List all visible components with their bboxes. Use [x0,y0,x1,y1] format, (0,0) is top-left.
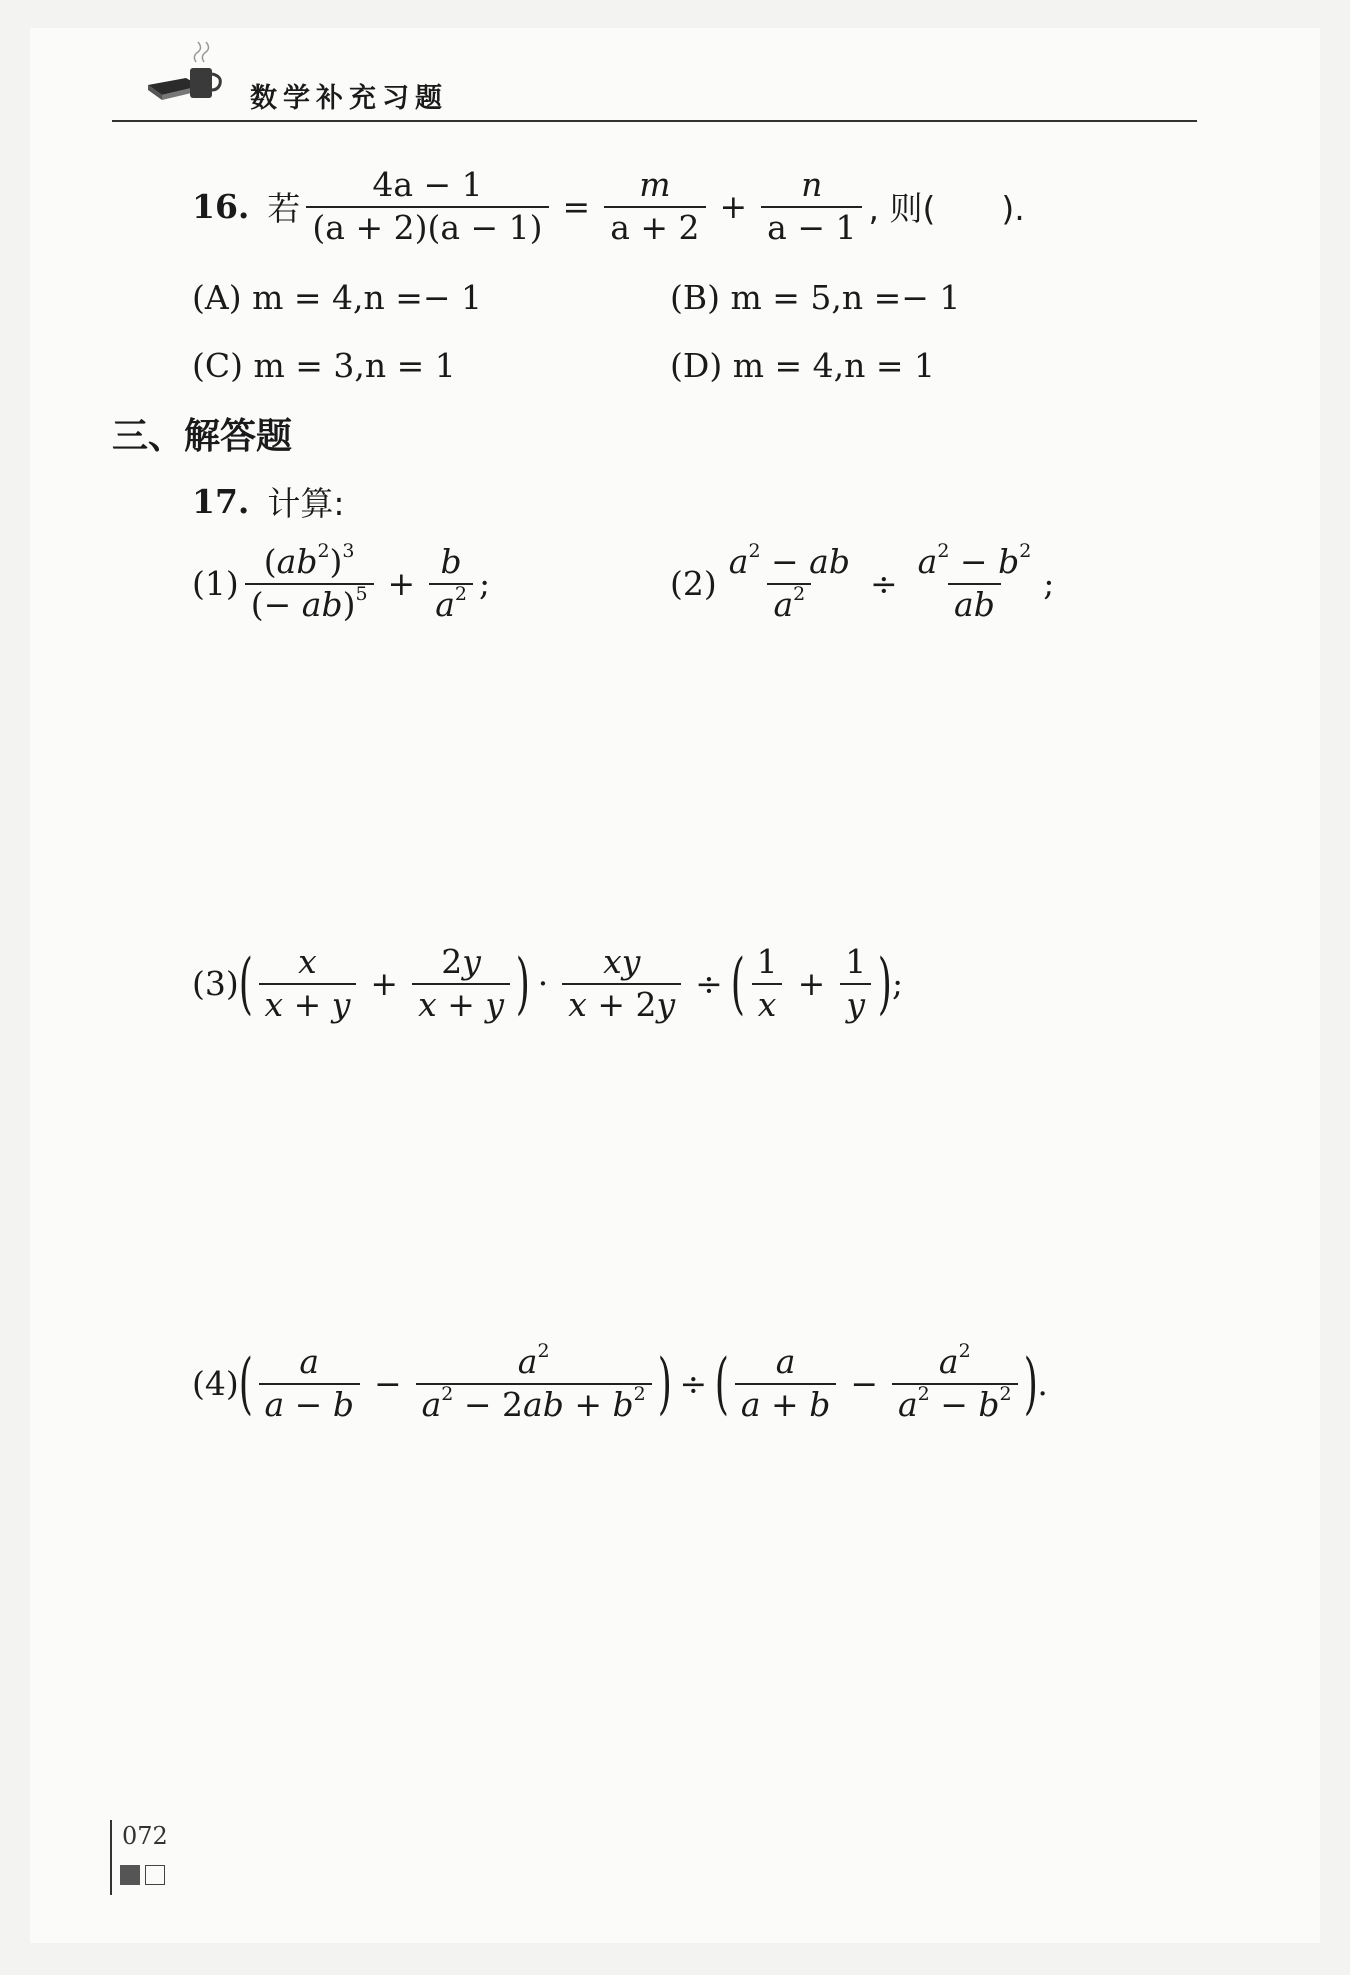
plus-sign: + [719,187,748,227]
rhs2-denominator: a − 1 [761,206,862,246]
book-cup-icon [138,40,230,112]
question-16 [192,165,1025,247]
question-tail: , 则( ). [868,189,1025,229]
fraction: $\frac{a^2 - b^2}{ab}$ [917,540,1032,624]
fraction: $\frac{1}{y}$ [839,945,872,1022]
rhs2-numerator: n [801,165,823,204]
rhs-fraction-1 [604,165,705,247]
lhs-denominator: (a + 2)(a − 1) [306,206,548,246]
fraction: $\frac{a}{a - b}$ [259,1345,360,1422]
fraction: $\frac{b}{a^2}$ [429,545,473,622]
fraction: $\frac{a^2 - ab}{a^2}$ [728,540,850,624]
option-d: (D) m = 4,n = 1 [670,346,935,385]
filled-square-icon [120,1865,140,1885]
rhs-fraction-2 [761,165,862,247]
problem-4: (4) ( $\frac{a}{a - b}$ − $\frac{a^2}{a^2 - 2ab + b^2}$ ) ÷ ( $\frac{a}{a + b}$ − $\frac{a^2}{a^2 - b^2}$ ) . [192,1340,1048,1424]
fraction: $\frac{2y}{x + y}$ [412,945,510,1022]
problem-2: (2) $\frac{a^2 - ab}{a^2}$ ÷ $\frac{a^2 - b^2}{ab}$ ; [670,540,1055,624]
equals-sign: = [562,187,591,227]
header-rule [112,120,1197,122]
lhs-numerator: 4a − 1 [372,165,483,204]
fraction: $\frac{(ab^2)^3}{(- ab)^5}$ [245,545,374,622]
problem-3: (3) ( $\frac{x}{x + y}$ + $\frac{2y}{x + y}$ ) · $\frac{xy}{x + 2y}$ ÷ ( $\frac{1}{x}$ + $\frac{1}{y}$ ) ; [192,942,904,1024]
problem-label: (4) [192,1364,239,1404]
problem-1: (1) $\frac{(ab^2)^3}{(- ab)^5}$ + $\frac{b}{a^2}$ ; [192,540,491,624]
fraction: $\frac{x}{x + y}$ [259,945,357,1022]
fraction: $\frac{a^2}{a^2 - 2ab + b^2}$ [416,1345,652,1422]
section-title: 三、解答题 [112,416,293,457]
problem-label: (1) [192,564,239,604]
rhs1-denominator: a + 2 [604,206,705,246]
footer-divider [110,1820,112,1895]
fraction: $\frac{a^2}{a^2 - b^2}$ [892,1345,1018,1422]
fraction: $\frac{1}{x}$ [751,945,784,1022]
question-lead: 若 [267,189,301,229]
fraction: $\frac{a}{a + b}$ [735,1345,836,1422]
option-a: (A) m = 4,n =− 1 [192,278,483,317]
option-b: (B) m = 5,n =− 1 [670,278,961,317]
lhs-fraction [306,165,548,247]
problem-label: (2) [670,564,717,604]
question-prompt: 计算: [267,484,345,523]
rhs1-numerator: m [639,165,671,204]
question-number: 16. [192,187,250,227]
page-number: 072 [122,1822,168,1850]
question-17-heading [192,478,345,525]
empty-square-icon [145,1865,165,1885]
problem-label: (3) [192,964,239,1004]
question-number: 17. [192,482,250,521]
fraction: $\frac{xy}{x + 2y}$ [562,945,681,1022]
header-title: 数学补充习题 [250,83,448,114]
option-c: (C) m = 3,n = 1 [192,346,456,385]
